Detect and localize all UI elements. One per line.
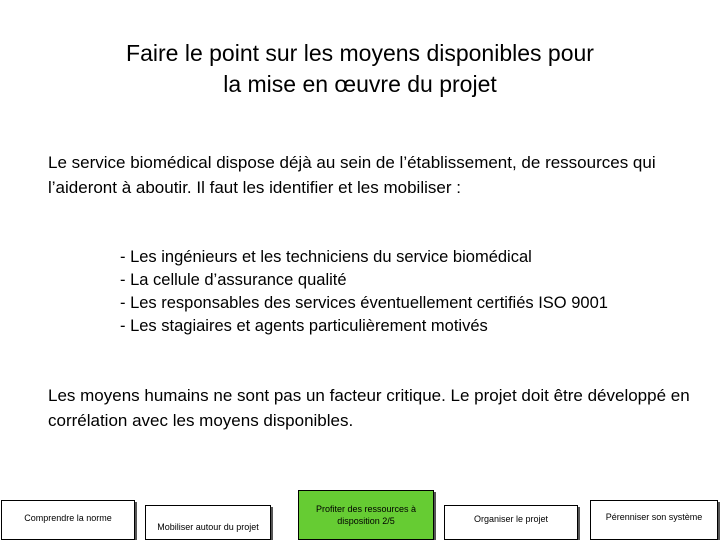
intro-paragraph: Le service biomédical dispose déjà au sein de l’établissement, de ressources qui l’aideront à aboutir. Il faut les identifier et les mobiliser : [48,153,656,197]
nav-tab-label: Comprendre la norme [24,513,112,523]
list-item: - Les stagiaires et agents particulièrement motivés [120,317,488,335]
nav-tab-label: Pérenniser son système [605,512,703,522]
nav-tab-perenniser[interactable] [590,500,718,540]
title-line-2: la mise en œuvre du projet [223,71,497,97]
list-item: - La cellule d’assurance qualité [120,271,347,289]
nav-tab-label: Profiter des ressources à disposition 2/5 [315,504,417,526]
nav-tab-organiser-le-projet[interactable] [444,505,578,540]
list-item: - Les ingénieurs et les techniciens du service biomédical [120,248,532,266]
resource-list [120,246,710,338]
nav-tab-mobiliser[interactable] [145,505,271,540]
conclusion-paragraph: Les moyens humains ne sont pas un facteur critique. Le projet doit être développé en corrélation avec les moyens disponibles. [48,386,690,430]
nav-tab-profiter-des-ressources[interactable] [298,490,434,540]
slide-title [40,38,680,100]
nav-tab-comprendre-la-norme[interactable] [1,500,135,540]
title-line-1: Faire le point sur les moyens disponibles pour [126,40,594,66]
nav-tab-label: Organiser le projet [473,514,549,524]
nav-tab-label: Mobiliser autour du projet [157,521,259,532]
list-item: - Les responsables des services éventuellement certifiés ISO 9001 [120,294,608,312]
